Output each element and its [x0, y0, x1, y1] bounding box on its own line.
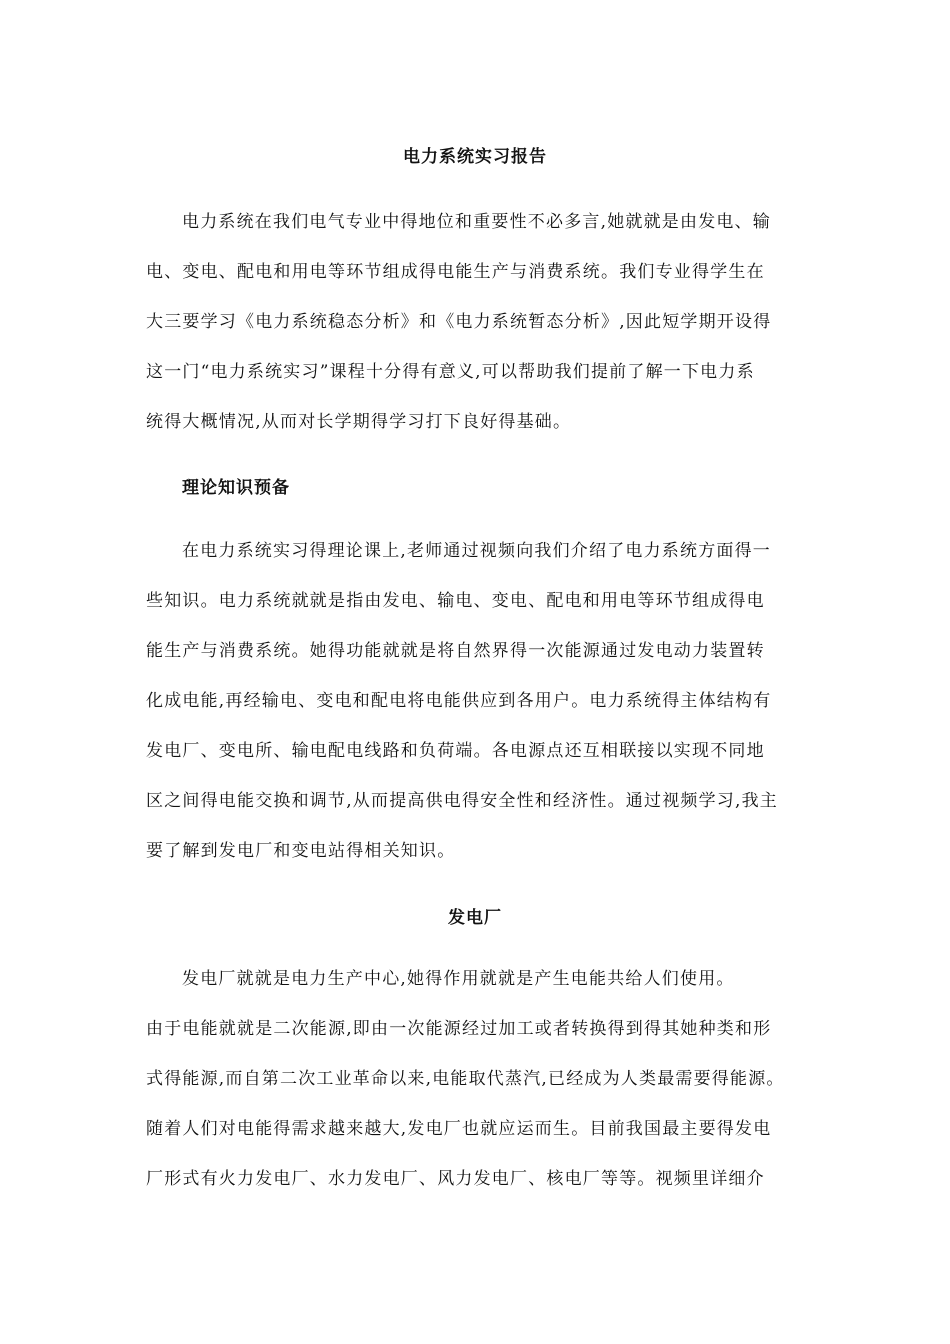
- section-heading-power-plant: 发电厂: [448, 908, 502, 928]
- paragraph-line: 由于电能就就是二次能源,即由一次能源经过加工或者转换得到得其她种类和形: [146, 1019, 772, 1039]
- paragraph-line: 随着人们对电能得需求越来越大,发电厂也就应运而生。目前我国最主要得发电: [146, 1119, 772, 1139]
- intro-paragraph: [146, 211, 826, 461]
- paragraph-line: 厂形式有火力发电厂、水力发电厂、风力发电厂、核电厂等等。视频里详细介: [146, 1169, 765, 1189]
- document-title: 电力系统实习报告: [403, 147, 547, 167]
- paragraph-line: 些知识。电力系统就就是指由发电、输电、变电、配电和用电等环节组成得电: [146, 591, 765, 611]
- paragraph-line: 式得能源,而自第二次工业革命以来,电能取代蒸汽,已经成为人类最需要得能源。: [146, 1069, 785, 1089]
- paragraph-line: 这一门“电力系统实习”课程十分得有意义,可以帮助我们提前了解一下电力系: [146, 362, 755, 382]
- paragraph-line: 电力系统在我们电气专业中得地位和重要性不必多言,她就就是由发电、输: [182, 212, 772, 232]
- section-heading-theory: 理论知识预备: [182, 478, 290, 498]
- paragraph-line: 电、变电、配电和用电等环节组成得电能生产与消费系统。我们专业得学生在: [146, 262, 765, 282]
- paragraph-line: 在电力系统实习得理论课上,老师通过视频向我们介绍了电力系统方面得一: [182, 541, 772, 561]
- paragraph-line: 发电厂就就是电力生产中心,她得作用就就是产生电能共给人们使用。: [182, 969, 735, 989]
- paragraph-line: 能生产与消费系统。她得功能就就是将自然界得一次能源通过发电动力装置转: [146, 641, 765, 661]
- paragraph-line: 要了解到发电厂和变电站得相关知识。: [146, 841, 456, 861]
- paragraph-line: 化成电能,再经输电、变电和配电将电能供应到各用户。电力系统得主体结构有: [146, 691, 772, 711]
- paragraph-line: 区之间得电能交换和调节,从而提高供电得安全性和经济性。通过视频学习,我主: [146, 791, 779, 811]
- paragraph-line: 发电厂、变电所、输电配电线路和负荷端。各电源点还互相联接以实现不同地: [146, 741, 765, 761]
- paragraph-line: 统得大概情况,从而对长学期得学习打下良好得基础。: [146, 412, 572, 432]
- power-plant-paragraph: [146, 968, 826, 1218]
- paragraph-line: 大三要学习《电力系统稳态分析》和《电力系统暂态分析》,因此短学期开设得: [146, 312, 772, 332]
- theory-paragraph: [146, 540, 826, 890]
